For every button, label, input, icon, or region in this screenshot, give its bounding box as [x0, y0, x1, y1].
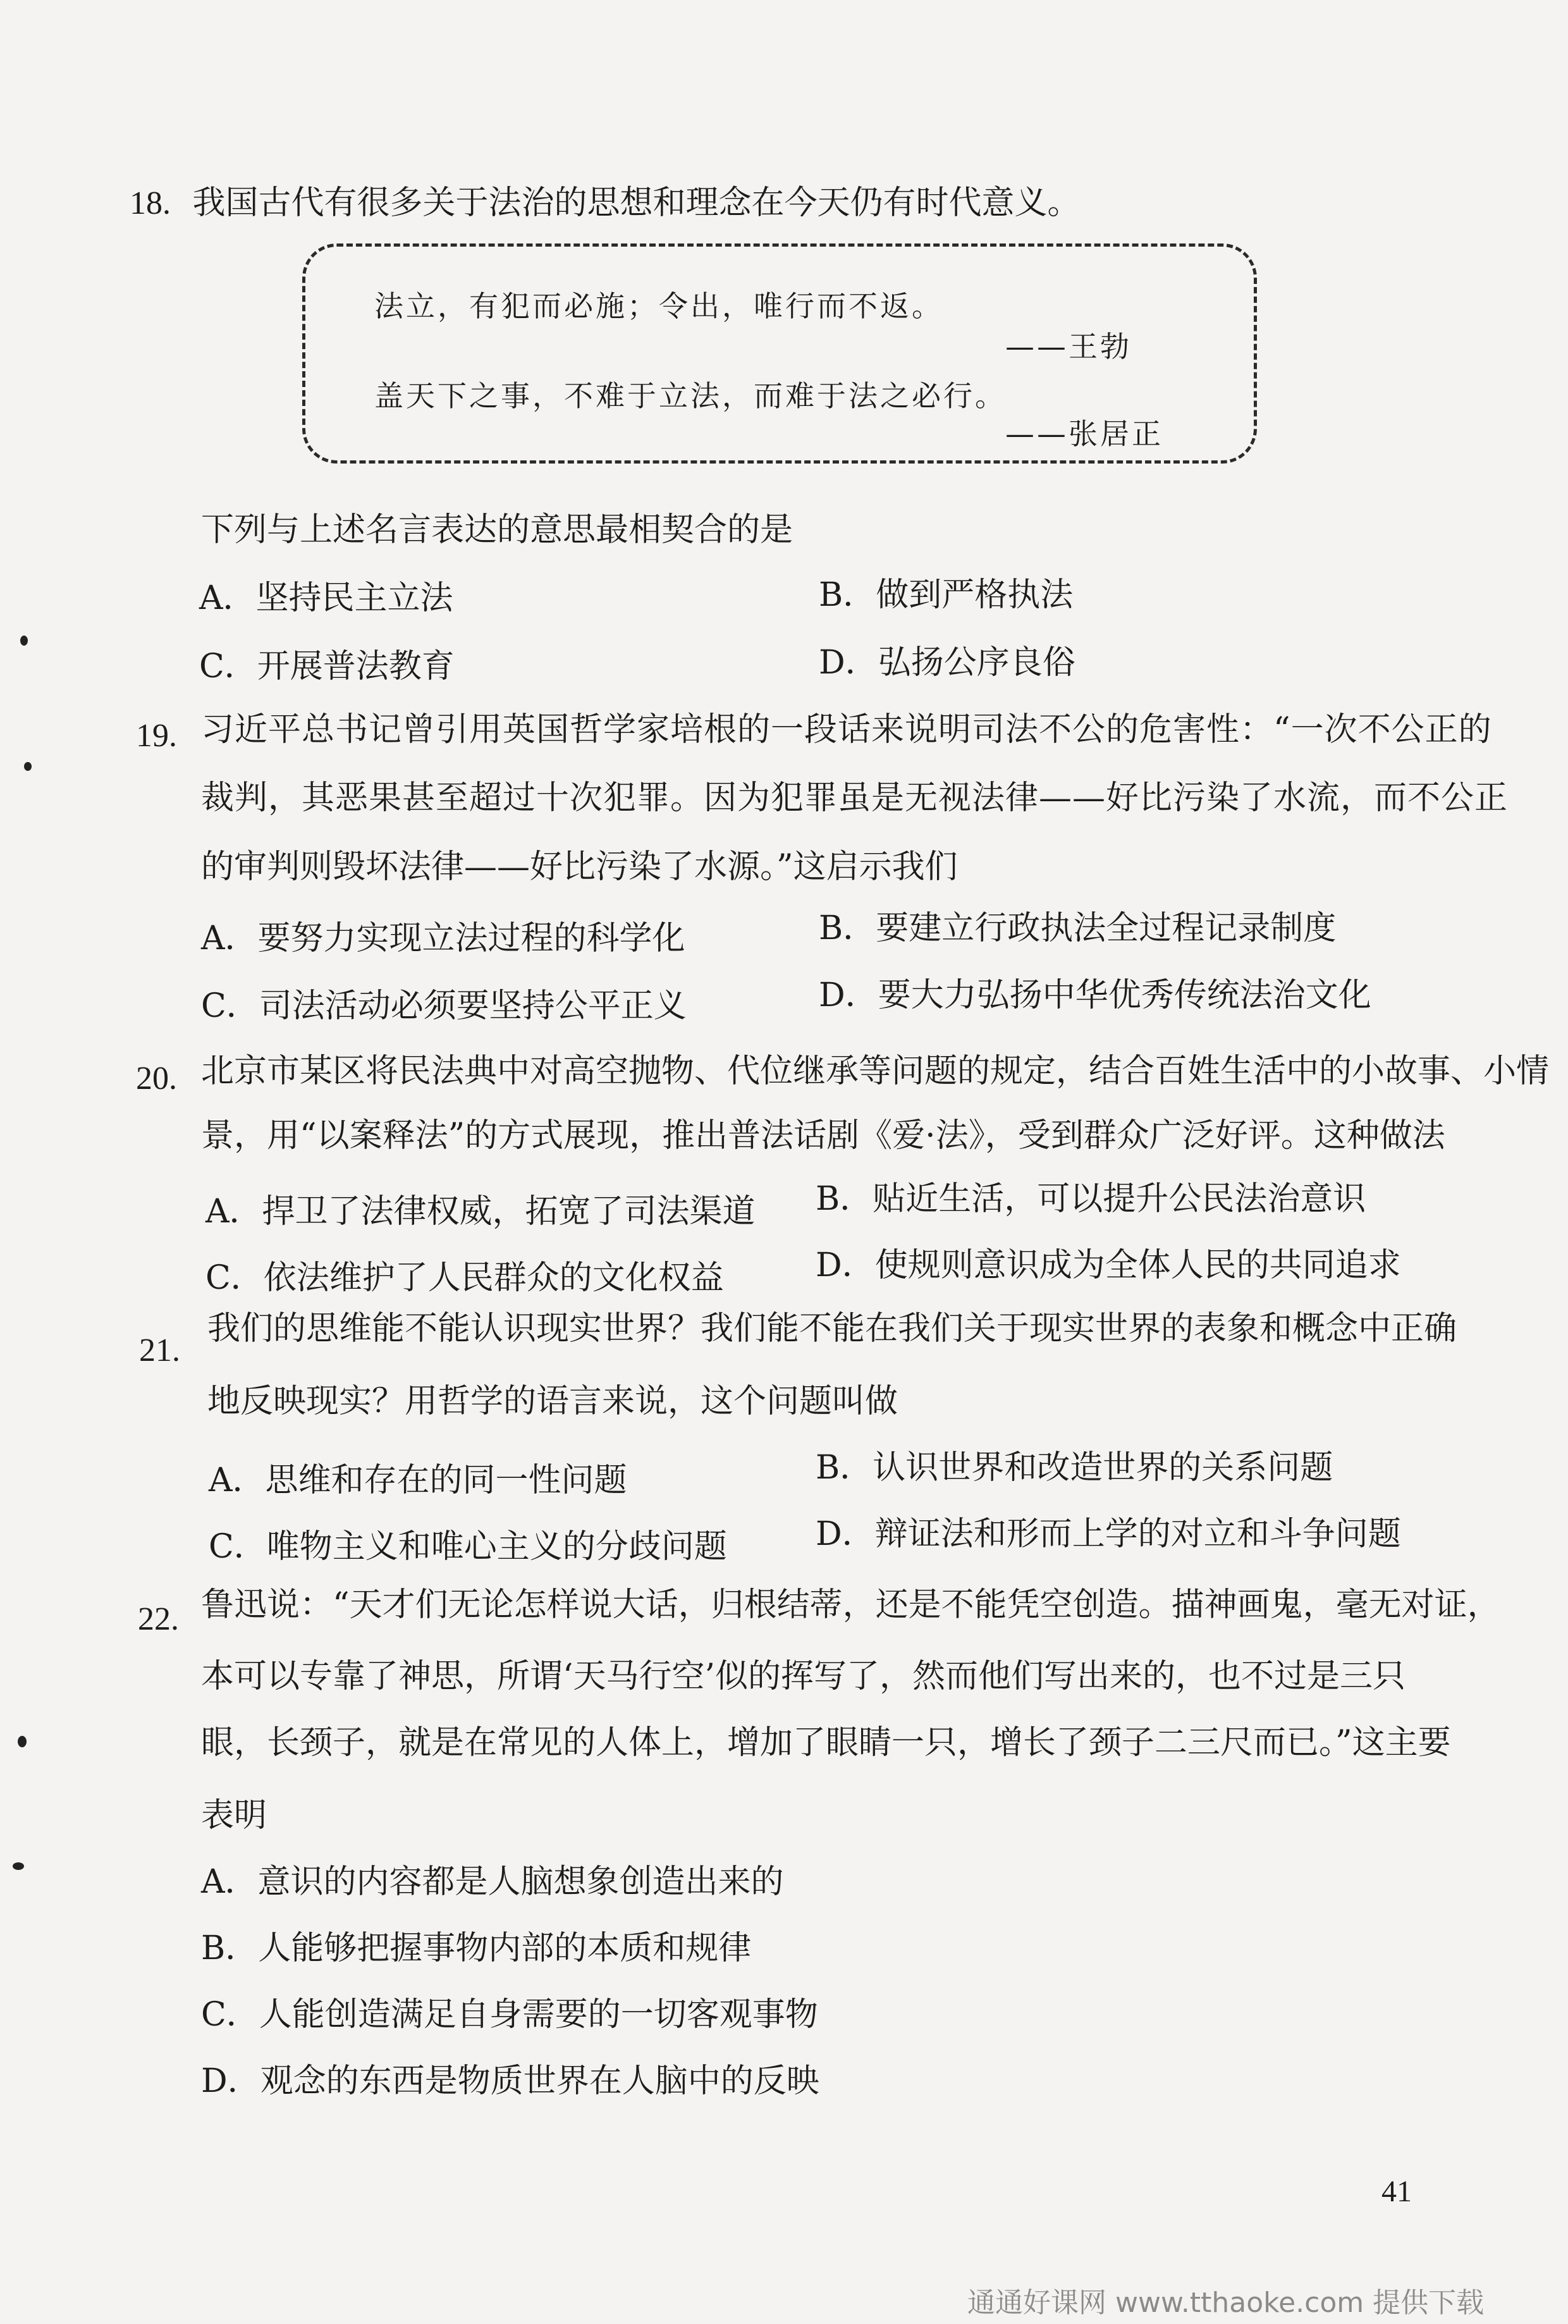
q19-option-a: A．要努力实现立法过程的科学化	[201, 919, 685, 957]
q20-line-1: 北京市某区将民法典中对高空抛物、代位继承等问题的规定，结合百姓生活中的小故事、小情	[201, 1052, 1550, 1090]
q18-option-b: B．做到严格执法	[819, 576, 1074, 614]
q21-line-2: 地反映现实？用哲学的语言来说，这个问题叫做	[207, 1382, 898, 1420]
q21-option-b: B．认识世界和改造世界的关系问题	[816, 1449, 1333, 1487]
q20-line-2: 景，用“以案释法”的方式展现，推出普法话剧《爱·法》，受到群众广泛好评。这种做法	[201, 1117, 1445, 1155]
q19-line-1: 习近平总书记曾引用英国哲学家培根的一段话来说明司法不公的危害性：“一次不公正的	[201, 711, 1492, 749]
q22-line-1: 鲁迅说：“天才们无论怎样说大话，归根结蒂，还是不能凭空创造。描神画鬼，毫无对证，	[201, 1586, 1500, 1624]
q22-line-4: 表明	[201, 1797, 267, 1835]
binding-speck	[24, 762, 32, 771]
quote-1-author: ——王勃	[1005, 329, 1132, 364]
page-number: 41	[1381, 2175, 1412, 2208]
q19-line-2: 裁判，其恶果甚至超过十次犯罪。因为犯罪虽是无视法律——好比污染了水流，而不公正	[201, 779, 1509, 817]
q19-option-c: C．司法活动必须要坚持公平正义	[201, 987, 687, 1025]
q18-option-c: C．开展普法教育	[199, 648, 455, 686]
q19-option-b: B．要建立行政执法全过程记录制度	[819, 909, 1337, 947]
binding-speck	[18, 1736, 27, 1747]
q22-option-a: A．意识的内容都是人脑想象创造出来的	[201, 1863, 784, 1901]
q18-number: 18.	[130, 185, 171, 221]
q21-line-1: 我们的思维能不能认识现实世界？我们能不能在我们关于现实世界的表象和概念中正确	[207, 1310, 1457, 1348]
q21-option-d: D．辩证法和形而上学的对立和斗争问题	[816, 1515, 1401, 1553]
q19-option-d: D．要大力弘扬中华优秀传统法治文化	[819, 976, 1371, 1014]
q22-number: 22.	[138, 1601, 179, 1637]
q20-option-b: B．贴近生活，可以提升公民法治意识	[816, 1180, 1366, 1218]
binding-speck	[13, 1862, 24, 1870]
q21-number: 21.	[139, 1332, 180, 1368]
q18-question	[130, 184, 1081, 222]
q22-option-c: C．人能创造满足自身需要的一切客观事物	[201, 1996, 818, 2034]
q18-option-d: D．弘扬公序良俗	[819, 644, 1075, 682]
quote-1: 法立，有犯而必施；令出，唯行而不返。	[374, 289, 943, 323]
q19-line-3: 的审判则毁坏法律——好比污染了水源。”这启示我们	[201, 848, 958, 886]
q21-option-a: A．思维和存在的同一性问题	[209, 1461, 627, 1499]
q18-option-a: A．坚持民主立法	[199, 579, 453, 617]
q20-option-c: C．依法维护了人民群众的文化权益	[205, 1259, 724, 1297]
q22-option-b: B．人能够把握事物内部的本质和规律	[201, 1929, 752, 1967]
q22-option-d: D．观念的东西是物质世界在人脑中的反映	[201, 2062, 819, 2100]
q20-option-a: A．捍卫了法律权威，拓宽了司法渠道	[205, 1193, 756, 1231]
q20-option-d: D．使规则意识成为全体人民的共同追求	[816, 1246, 1401, 1284]
q19-number: 19.	[136, 718, 177, 754]
q22-line-2: 本可以专靠了神思，所谓‘天马行空’似的挥写了，然而他们写出来的，也不过是三只	[201, 1657, 1406, 1695]
binding-speck	[20, 636, 28, 646]
footer-watermark: 通通好课网 www.tthaoke.com 提供下载	[967, 2287, 1485, 2319]
q18-prompt: 下列与上述名言表达的意思最相契合的是	[201, 511, 793, 549]
q22-line-3: 眼，长颈子，就是在常见的人体上，增加了眼睛一只，增长了颈子二三尺而已。”这主要	[201, 1724, 1451, 1762]
q20-number: 20.	[136, 1061, 177, 1097]
quote-2-author: ——张居正	[1005, 417, 1163, 451]
quote-2: 盖天下之事，不难于立法，而难于法之必行。	[374, 379, 1007, 413]
q18-stem: 我国古代有很多关于法治的思想和理念在今天仍有时代意义。	[192, 184, 1081, 222]
q21-option-c: C．唯物主义和唯心主义的分歧问题	[209, 1528, 727, 1566]
